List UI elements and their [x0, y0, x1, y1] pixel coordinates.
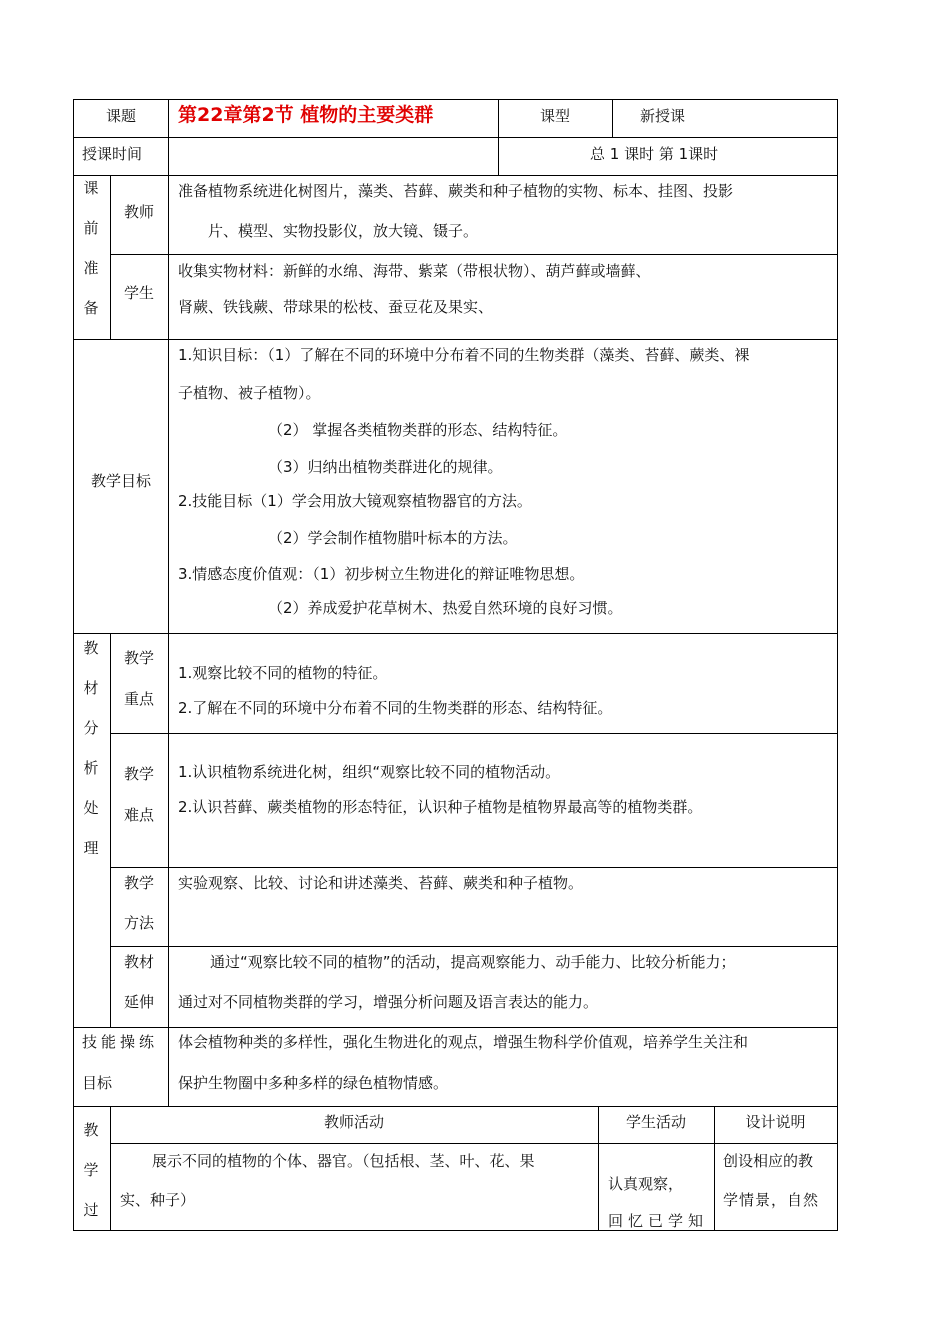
student-activity-line: 回忆已学知 — [608, 1212, 709, 1230]
student-prep-label: 学生 — [123, 284, 154, 302]
method-line: 实验观察、比较、讨论和讲述藻类、苔藓、蕨类和种子植物。 — [178, 874, 584, 892]
design-note-header: 设计说明 — [745, 1113, 806, 1131]
design-note-line: 学情景，自然 — [723, 1191, 820, 1209]
skills-line: 保护生物圈中多种多样的绿色植物情感。 — [178, 1074, 449, 1092]
topic-label: 课题 — [105, 107, 136, 125]
extension-label: 延伸 — [123, 993, 154, 1011]
skills-label: 目标 — [82, 1074, 113, 1092]
extension-line: 通过对不同植物类群的学习，增强分析问题及语言表达的能力。 — [178, 993, 599, 1011]
objective-line: 子植物、被子植物）。 — [178, 384, 321, 402]
hours-value: 总 1 课时 第 1课时 — [590, 145, 719, 163]
objective-line: （2） 掌握各类植物类群的形态、结构特征。 — [268, 421, 568, 439]
lesson-title: 第22章第2节 植物的主要类群 — [178, 104, 434, 126]
skills-label: 技能操练 — [82, 1033, 159, 1051]
objective-line: 2.技能目标（1）学会用放大镜观察植物器官的方法。 — [178, 492, 532, 510]
extension-line: 通过“观察比较不同的植物”的活动，提高观察能力、动手能力、比较分析能力； — [210, 953, 736, 971]
objective-line: 3.情感态度价值观：（1）初步树立生物进化的辩证唯物思想。 — [178, 565, 585, 583]
objective-line: （3）归纳出植物类群进化的规律。 — [268, 458, 503, 476]
teacher-prep-line: 片、模型、实物投影仪，放大镜、镊子。 — [208, 222, 479, 240]
method-label: 方法 — [123, 914, 154, 932]
teacher-activity-line: 展示不同的植物的个体、器官。（包括根、茎、叶、花、果 — [152, 1152, 535, 1170]
student-prep-line: 收集实物材料：新鲜的水绵、海带、紫菜（带根状物）、葫芦藓或墙藓、 — [178, 262, 651, 280]
objective-line: （2）学会制作植物腊叶标本的方法。 — [268, 529, 518, 547]
design-note-line: 创设相应的教 — [723, 1152, 814, 1170]
key-points-label: 教学 — [123, 649, 154, 667]
type-value: 新授课 — [640, 107, 686, 125]
teacher-prep-line: 准备植物系统进化树图片，藻类、苔藓、蕨类和种子植物的实物、标本、挂图、投影 — [178, 182, 734, 200]
student-activity-line: 认真观察， — [608, 1175, 684, 1193]
key-point-line: 1.观察比较不同的植物的特征。 — [178, 664, 388, 682]
teacher-activity-header: 教师活动 — [323, 1113, 384, 1131]
extension-label: 教材 — [123, 953, 154, 971]
objective-line: （2）养成爱护花草树木、热爱自然环境的良好习惯。 — [268, 599, 623, 617]
teacher-prep-label: 教师 — [123, 203, 154, 221]
difficult-points-label: 难点 — [123, 806, 154, 824]
preparation-label: 课 前 准 备 — [83, 179, 99, 317]
difficult-points-label: 教学 — [123, 765, 154, 783]
key-point-line: 2.了解在不同的环境中分布着不同的生物类群的形态、结构特征。 — [178, 699, 613, 717]
key-points-label: 重点 — [123, 690, 154, 708]
objective-line: 1.知识目标：（1）了解在不同的环境中分布着不同的生物类群（藻类、苔藓、蕨类、裸 — [178, 346, 750, 364]
student-prep-line: 肾蕨、铁钱蕨、带球果的松枝、蚕豆花及果实、 — [178, 298, 494, 316]
time-label: 授课时间 — [82, 145, 143, 163]
skills-line: 体会植物种类的多样性，强化生物进化的观点，增强生物科学价值观，培养学生关注和 — [178, 1033, 749, 1051]
student-activity-header: 学生活动 — [625, 1113, 686, 1131]
difficult-point-line: 2.认识苔藓、蕨类植物的形态特征，认识种子植物是植物界最高等的植物类群。 — [178, 798, 703, 816]
type-label: 课型 — [539, 107, 570, 125]
teacher-activity-line: 实、种子） — [120, 1191, 196, 1209]
analysis-label: 教 材 分 析 处 理 — [83, 639, 99, 857]
method-label: 教学 — [123, 874, 154, 892]
process-label: 教 学 过 — [83, 1121, 99, 1219]
objectives-label: 教学目标 — [90, 472, 151, 490]
difficult-point-line: 1.认识植物系统进化树，组织“观察比较不同的植物活动。 — [178, 763, 561, 781]
